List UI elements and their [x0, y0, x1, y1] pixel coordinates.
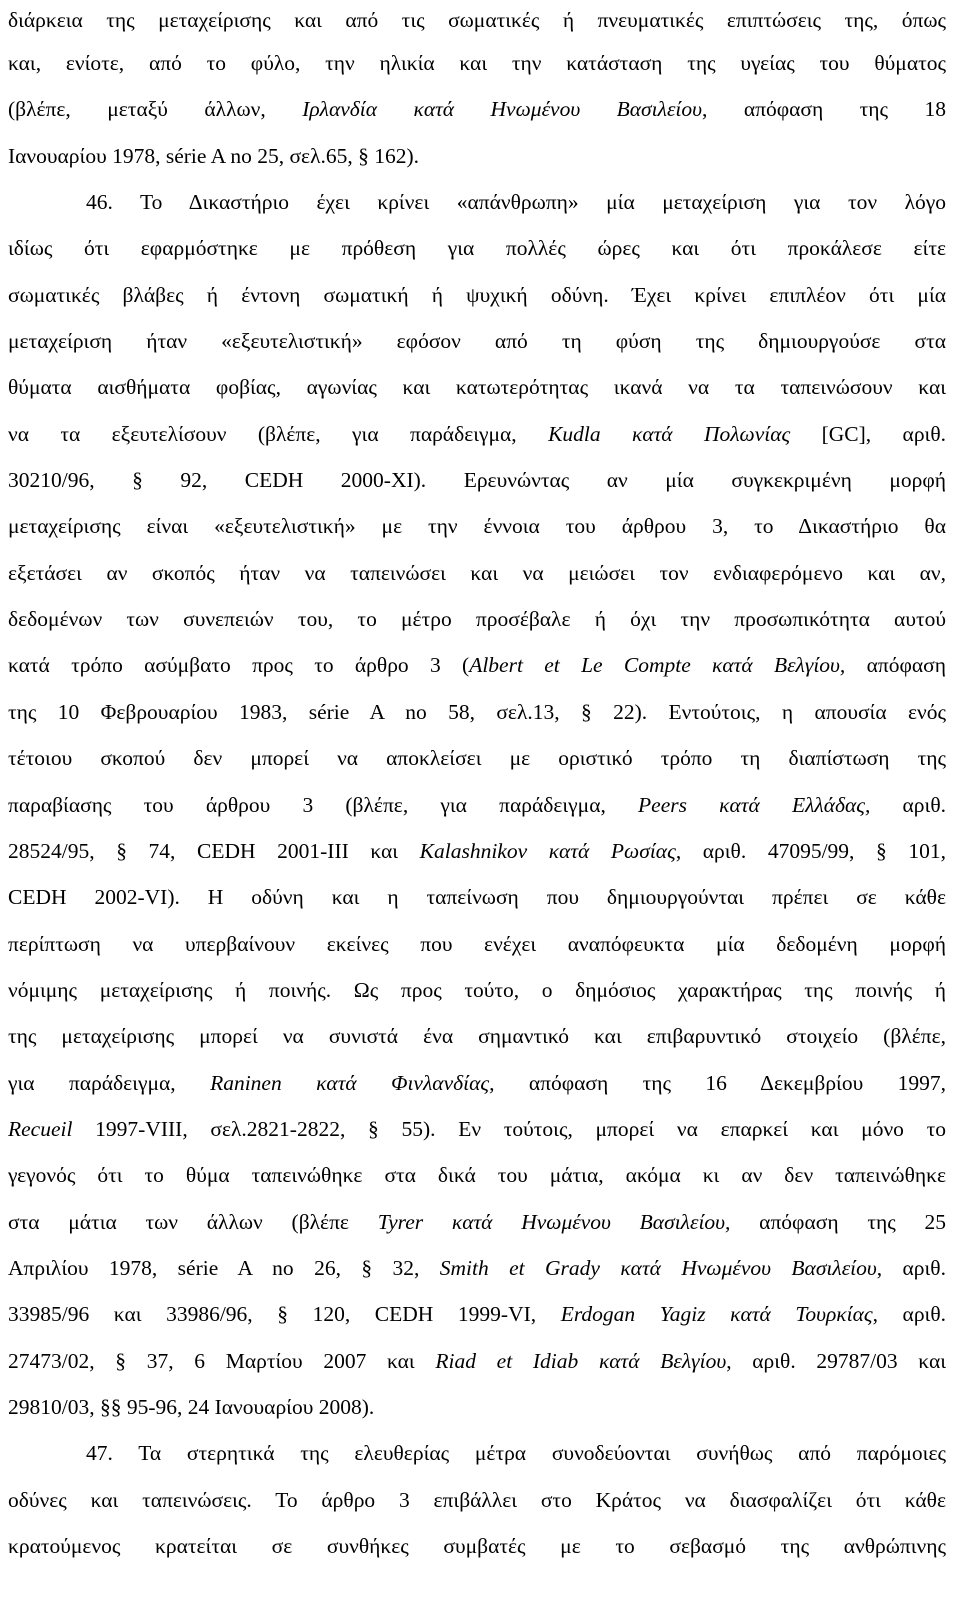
text-run: εξετάσει αν σκοπός ήταν να ταπεινώσει και να μειώσει τον ενδιαφερόμενο και αν, — [8, 560, 946, 585]
text-run: , αριθ. — [876, 1255, 946, 1280]
text-run: 47. Τα στερητικά της ελευθερίας μέτρα συνοδεύονται συνήθως από παρόμοιες — [86, 1441, 946, 1466]
text-line — [8, 735, 946, 781]
text-run: περίπτωση να υπερβαίνουν εκείνες που ενέχει αναπόφευκτα μία δεδομένη μορφή — [8, 931, 946, 956]
text-line — [8, 318, 946, 364]
case-citation: Raninen κατά Φινλανδίας, — [210, 1070, 495, 1095]
text-line — [8, 1523, 946, 1569]
text-run: μεταχείρισης είναι «εξευτελιστική» με την έννοια του άρθρου 3, το Δικαστήριο θα — [8, 514, 946, 539]
text-run: της 10 Φεβρουαρίου 1983, série A no 58, σελ.13, § 22). Εντούτοις, η απουσία ενός — [8, 699, 946, 724]
case-citation: Erdogan Yagiz κατά Τουρκίας — [560, 1302, 873, 1327]
text-line — [8, 828, 946, 874]
text-run: Απριλίου 1978, série A no 26, § 32, — [8, 1255, 440, 1280]
text-line — [8, 550, 946, 596]
text-line — [8, 874, 946, 920]
text-line — [8, 1060, 946, 1106]
case-citation: Kudla κατά Πολωνίας — [548, 421, 791, 446]
case-citation: Albert et Le Compte κατά Βελγίου, — [469, 653, 846, 678]
text-line — [8, 411, 946, 457]
text-run: τέτοιου σκοπού δεν μπορεί να αποκλείσει με οριστικό τρόπο τη διαπίστωση της — [8, 746, 946, 771]
text-line — [8, 1338, 946, 1384]
text-run: [GC], αριθ. — [790, 421, 946, 446]
case-citation: Kalashnikov κατά Ρωσίας — [419, 838, 676, 863]
text-run: 30210/96, § 92, CEDH 2000-XI). Ερευνώντας αν μία συγκεκριμένη μορφή — [8, 468, 946, 493]
text-run: νόμιμης μεταχείρισης ή ποινής. Ως προς τούτο, ο δημόσιος χαρακτήρας της ποινής ή — [8, 977, 946, 1002]
text-run: να τα εξευτελίσουν (βλέπε, για παράδειγμα, — [8, 421, 549, 446]
text-run: κατά τρόπο ασύμβατο προς το άρθρο 3 ( — [8, 653, 470, 678]
text-line — [8, 457, 946, 503]
case-citation: Peers κατά Ελλάδας, — [638, 792, 871, 817]
text-line — [8, 967, 946, 1013]
case-citation: Recueil — [8, 1116, 73, 1141]
text-line — [8, 1106, 946, 1152]
text-run: και, ενίοτε, από το φύλο, την ηλικία και την κατάσταση της υγείας του θύματος — [8, 51, 946, 75]
text-run: 1997-VIII, σελ.2821-2822, § 55). Εν τούτοις, μπορεί να επαρκεί και μόνο το — [72, 1116, 946, 1141]
text-line — [8, 782, 946, 828]
text-line — [8, 1477, 946, 1523]
text-line — [8, 1199, 946, 1245]
text-run: 46. Το Δικαστήριο έχει κρίνει «απάνθρωπη» μία μεταχείριση για τον λόγο — [86, 190, 946, 215]
text-run: δεδομένων των συνεπειών του, το μέτρο προσέβαλε ή όχι την προσωπικότητα αυτού — [8, 607, 946, 632]
text-line — [8, 1291, 946, 1337]
text-line — [8, 1245, 946, 1291]
text-run: , αριθ. — [872, 1302, 946, 1327]
text-run: 27473/02, § 37, 6 Μαρτίου 2007 και — [8, 1348, 436, 1373]
text-run: ιδίως ότι εφαρμόστηκε με πρόθεση για πολλές ώρες και ότι προκάλεσε είτε — [8, 236, 946, 261]
text-run: 28524/95, § 74, CEDH 2001-III και — [8, 838, 420, 863]
text-run: διάρκεια της μεταχείρισης και από τις σωματικές ή πνευματικές επιπτώσεις της, όπως — [8, 8, 946, 32]
text-run: απόφαση της 16 Δεκεμβρίου 1997, — [494, 1070, 946, 1095]
case-citation: Tyrer κατά Ηνωμένου Βασιλείου, — [377, 1209, 731, 1234]
text-line — [8, 1152, 946, 1198]
case-citation: Smith et Grady κατά Ηνωμένου Βασιλείου — [439, 1255, 877, 1280]
text-line — [8, 272, 946, 318]
text-line — [8, 1384, 946, 1430]
text-line — [8, 642, 946, 688]
text-run: της μεταχείρισης μπορεί να συνιστά ένα σημαντικό και επιβαρυντικό στοιχείο (βλέπε, — [8, 1024, 946, 1049]
text-line — [8, 921, 946, 967]
text-run: (βλέπε, μεταξύ άλλων, — [8, 97, 303, 122]
text-run: απόφαση — [845, 653, 946, 678]
text-run: θύματα αισθήματα φοβίας, αγωνίας και κατωτερότητας ικανά να τα ταπεινώσουν και — [8, 375, 946, 400]
case-citation: Ιρλανδία κατά Ηνωμένου Βασιλείου — [302, 97, 703, 122]
text-run: , αριθ. 47095/99, § 101, — [675, 838, 946, 863]
text-run: Ιανουαρίου 1978, série A no 25, σελ.65, § 162). — [8, 143, 420, 168]
text-run: 33985/96 και 33986/96, § 120, CEDH 1999-VI, — [8, 1302, 561, 1327]
text-line — [8, 503, 946, 549]
text-run: σωματικές βλάβες ή έντονη σωματική ή ψυχική οδύνη. Έχει κρίνει επιπλέον ότι μία — [8, 282, 946, 307]
case-citation: Riad et Idiab κατά Βελγίου — [435, 1348, 727, 1373]
text-run: γεγονός ότι το θύμα ταπεινώθηκε στα δικά του μάτια, ακόμα κι αν δεν ταπεινώθηκε — [8, 1163, 946, 1188]
text-run: απόφαση της 25 — [730, 1209, 946, 1234]
text-run: αριθ. — [870, 792, 946, 817]
text-run: 29810/03, §§ 95-96, 24 Ιανουαρίου 2008). — [8, 1394, 375, 1419]
text-line — [8, 179, 946, 225]
text-line — [8, 689, 946, 735]
text-line — [8, 225, 946, 271]
text-run: , αριθ. 29787/03 και — [726, 1348, 946, 1373]
text-line — [8, 1430, 946, 1476]
text-line — [8, 86, 946, 132]
text-line — [8, 40, 946, 86]
text-run: , απόφαση της 18 — [702, 97, 946, 122]
text-run: οδύνες και ταπεινώσεις. Το άρθρο 3 επιβάλλει στο Κράτος να διασφαλίζει ότι κάθε — [8, 1487, 946, 1512]
text-run: μεταχείριση ήταν «εξευτελιστική» εφόσον από τη φύση της δημιουργούσε στα — [8, 329, 946, 354]
text-line — [8, 1013, 946, 1059]
text-run: στα μάτια των άλλων (βλέπε — [8, 1209, 378, 1234]
text-line — [8, 0, 946, 40]
text-run: CEDH 2002-VI). Η οδύνη και η ταπείνωση που δημιουργούνται πρέπει σε κάθε — [8, 885, 946, 910]
text-line — [8, 364, 946, 410]
text-line — [8, 596, 946, 642]
text-run: παραβίασης του άρθρου 3 (βλέπε, για παράδειγμα, — [8, 792, 639, 817]
text-run: κρατούμενος κρατείται σε συνθήκες συμβατές με το σεβασμό της ανθρώπινης — [8, 1534, 946, 1558]
text-run: για παράδειγμα, — [8, 1070, 211, 1095]
text-line — [8, 133, 946, 179]
